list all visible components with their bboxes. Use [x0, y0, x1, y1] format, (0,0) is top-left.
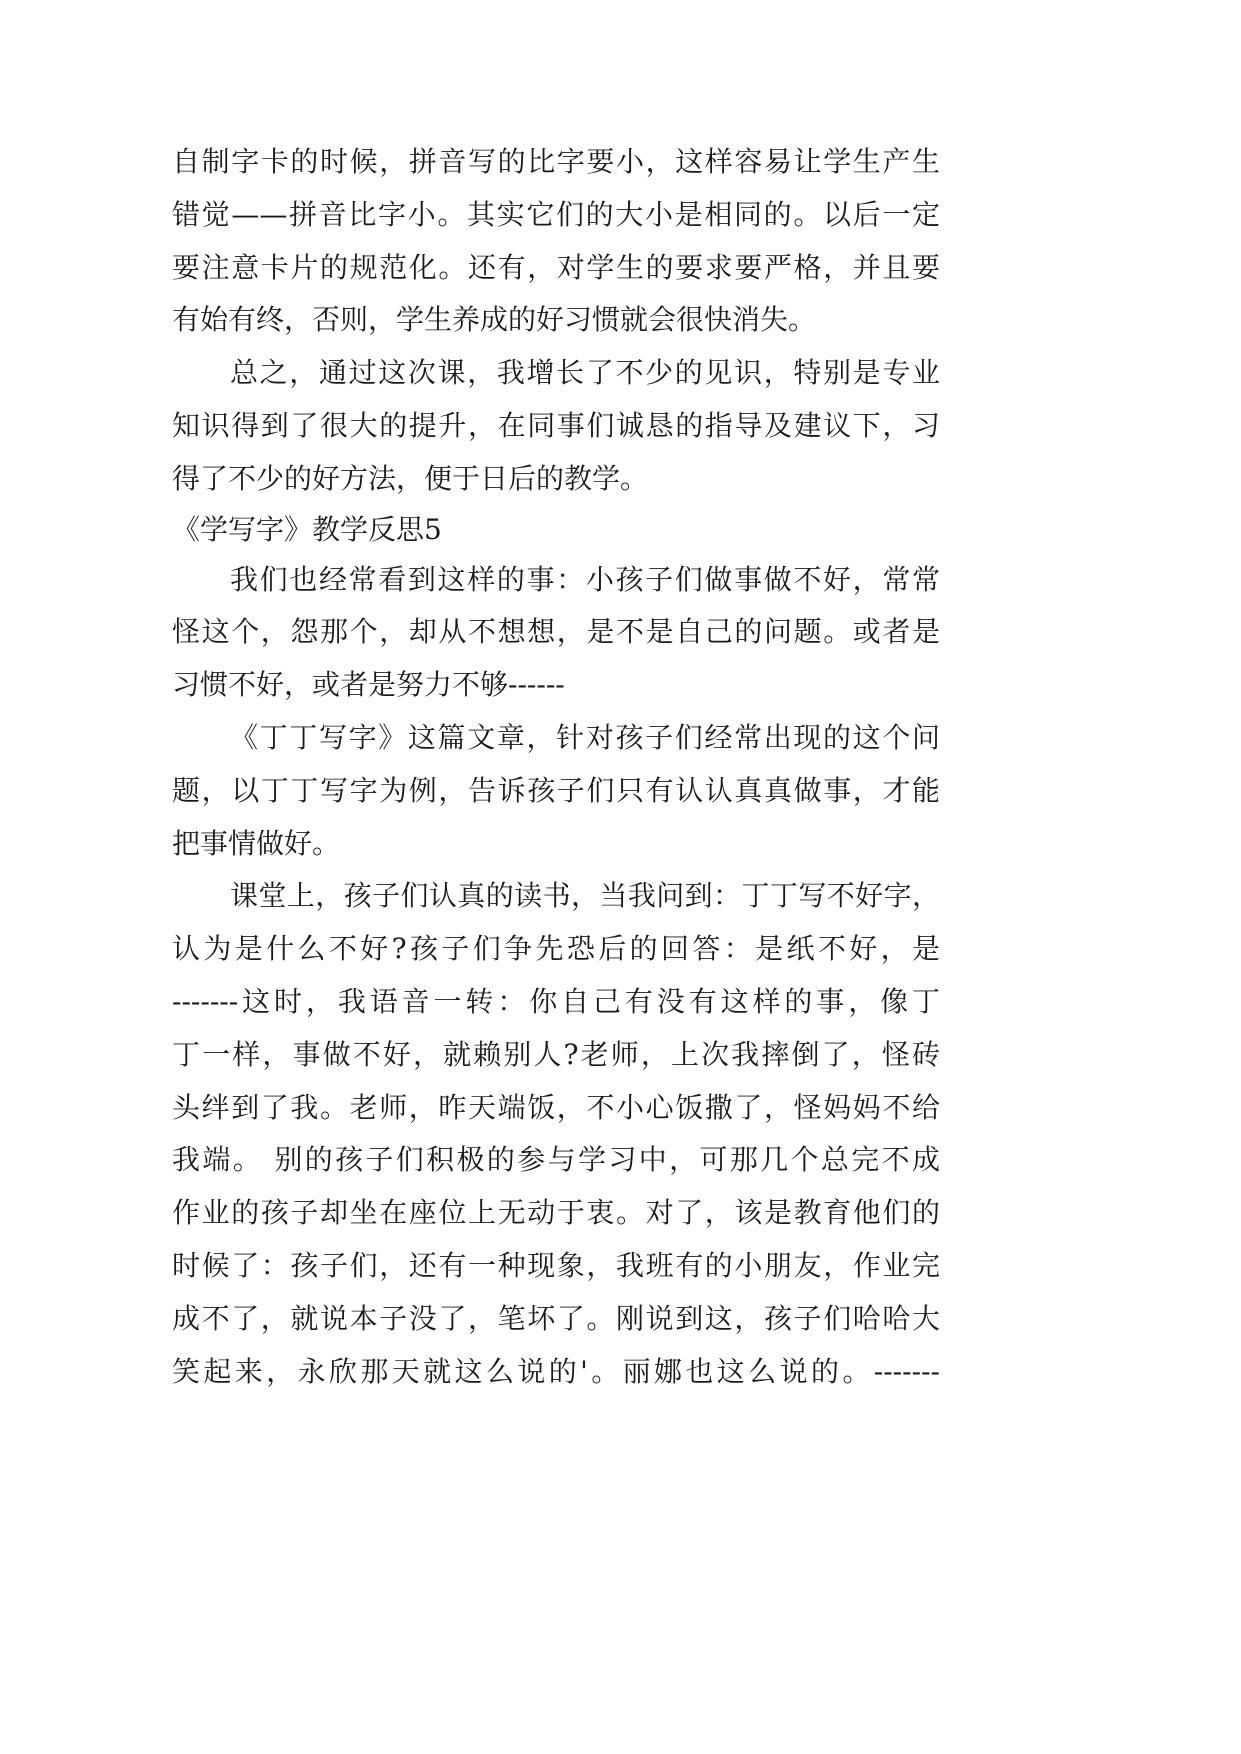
text-line: 题，以丁丁写字为例，告诉孩子们只有认认真真做事，才能 [172, 773, 940, 807]
text-line: 自制字卡的时候，拼音写的比字要小，这样容易让学生产生 [172, 145, 940, 178]
text-line: 认为是什么不好?孩子们争先恐后的回答：是纸不好，是 [172, 932, 940, 966]
text-line: 习惯不好，或者是努力不够------ [172, 668, 565, 702]
text-line: 作业的孩子却坐在座位上无动于衷。对了，该是教育他们的 [172, 1196, 940, 1230]
text-line: 《丁丁写字》这篇文章，针对孩子们经常出现的这个问 [230, 720, 940, 754]
text-line: 总之，通过这次课，我增长了不少的见识，特别是专业 [230, 356, 940, 390]
text-line: 时候了：孩子们，还有一种现象，我班有的小朋友，作业完 [172, 1248, 940, 1282]
text-line: 笑起来，永欣那天就这么说的'。丽娜也这么说的。------- [172, 1354, 940, 1388]
text-line: 知识得到了很大的提升，在同事们诚恳的指导及建议下，习 [172, 408, 940, 442]
paragraph-article [172, 712, 940, 870]
text-line: -------这时，我语音一转：你自己有没有这样的事，像丁 [172, 984, 940, 1018]
text-line: 得了不少的好方法，便于日后的教学。 [172, 461, 649, 495]
paragraph-classroom [172, 870, 940, 1398]
text-line: 要注意卡片的规范化。还有，对学生的要求要严格，并且要 [172, 250, 940, 284]
text-line: 课堂上，孩子们认真的读书，当我问到：丁丁写不好字， [230, 879, 940, 913]
document-body [172, 136, 940, 1398]
text-line: 成不了，就说本子没了，笔坏了。刚说到这，孩子们哈哈大 [172, 1301, 940, 1335]
paragraph-continued [172, 136, 940, 347]
text-line: 我端。 别的孩子们积极的参与学习中，可那几个总完不成 [172, 1143, 940, 1177]
text-line: 我们也经常看到这样的事：小孩子们做事做不好，常常 [230, 562, 940, 596]
section-heading: 《学写字》教学反思5 [172, 512, 442, 546]
text-line: 头绊到了我。老师，昨天端饭，不小心饭撒了，怪妈妈不给 [172, 1090, 940, 1124]
paragraph-intro [172, 554, 940, 712]
text-line: 错觉——拼音比字小。其实它们的大小是相同的。以后一定 [172, 197, 940, 231]
text-line: 怪这个，怨那个，却从不想想，是不是自己的问题。或者是 [172, 615, 940, 649]
text-line: 丁一样，事做不好，就赖别人?老师，上次我摔倒了，怪砖 [172, 1037, 940, 1071]
paragraph-summary [172, 347, 940, 505]
text-line: 把事情做好。 [172, 826, 341, 860]
text-line: 有始有终，否则，学生养成的好习惯就会很快消失。 [172, 303, 817, 337]
